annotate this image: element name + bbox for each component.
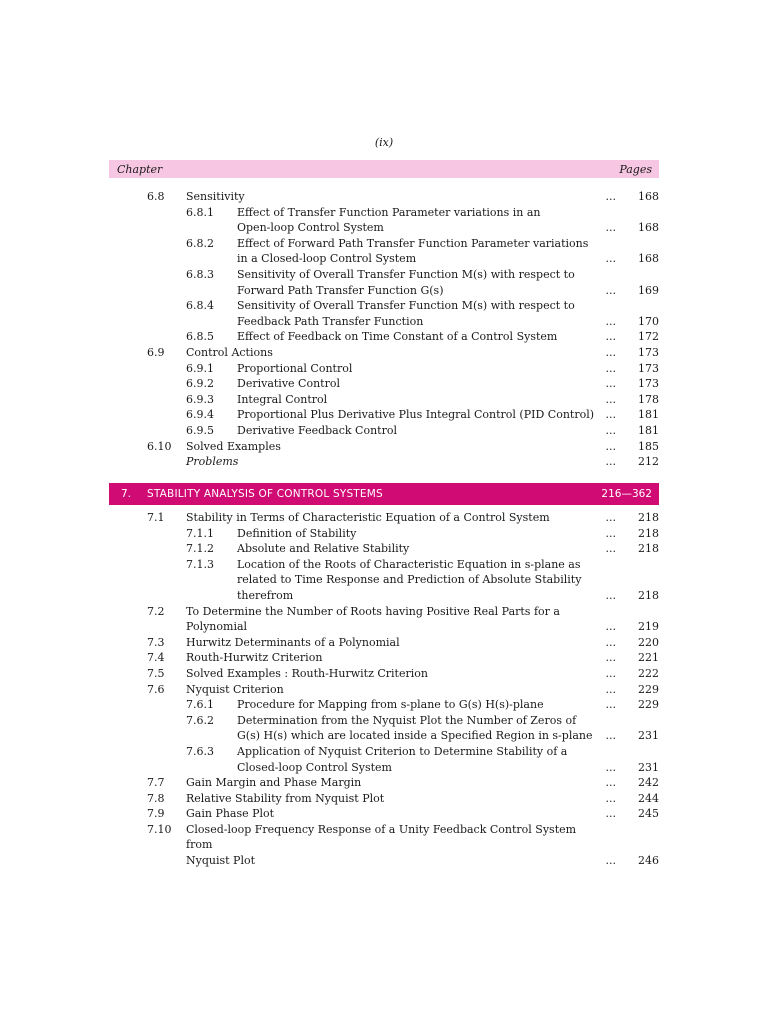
toc-entry-number: 6.10 xyxy=(147,439,172,453)
toc-entry xyxy=(109,650,659,666)
toc-entry-title xyxy=(186,682,596,698)
toc-leader-dots: ... xyxy=(605,682,616,696)
roman-page-number: (ix) xyxy=(374,136,394,149)
toc-entry xyxy=(109,345,659,361)
toc-entry-title xyxy=(186,189,596,205)
toc-entry-title-line: G(s) H(s) which are located inside a Specified Region in s-plane xyxy=(237,729,593,743)
toc-entry-title-line: Closed-loop Control System xyxy=(237,760,392,774)
toc-leader-dots: ... xyxy=(605,283,616,297)
toc-entry-page: 185 xyxy=(638,439,659,453)
toc-entry-number: 7.2 xyxy=(147,604,165,618)
toc-entry-page: 181 xyxy=(638,423,659,437)
toc-entry-title-line: Stability in Terms of Characteristic Equation of a Control System xyxy=(186,511,550,524)
toc-entry-page: 181 xyxy=(638,408,659,422)
toc-entry-page: 220 xyxy=(638,635,659,649)
toc-entry xyxy=(109,407,659,423)
toc-entry xyxy=(109,376,659,392)
toc-entry xyxy=(109,526,659,542)
toc-leader-dots: ... xyxy=(605,698,616,712)
toc-entry-title xyxy=(237,423,595,439)
toc-entry-title xyxy=(237,205,595,236)
chapter-title: STABILITY ANALYSIS OF CONTROL SYSTEMS xyxy=(147,488,383,500)
toc-entry-number: 7.3 xyxy=(147,635,165,649)
toc-entry-title-line: related to Time Response and Prediction of Absolute Stability xyxy=(237,573,582,587)
toc-entry-title-line: Nyquist Plot xyxy=(186,854,256,868)
toc-entry-title xyxy=(237,407,595,423)
toc-leader-dots: ... xyxy=(605,361,616,375)
toc-leader-dots: ... xyxy=(605,542,616,556)
toc-entry-title xyxy=(186,454,596,470)
toc-entry xyxy=(109,682,659,698)
toc-entry-page: 246 xyxy=(638,854,659,868)
toc-entry-number: 6.8.4 xyxy=(186,299,214,313)
toc-entry-page: 170 xyxy=(638,314,659,328)
toc-entry-number: 6.9.2 xyxy=(186,377,214,391)
toc-leader-dots: ... xyxy=(605,729,616,743)
toc-leader-dots: ... xyxy=(605,408,616,422)
toc-entry-title xyxy=(186,604,596,635)
toc-entry-page: 168 xyxy=(638,252,659,266)
toc-entry-title-line: Sensitivity xyxy=(186,190,245,203)
toc-entry xyxy=(109,541,659,557)
toc-entry-number: 7.6 xyxy=(147,682,165,696)
toc-entry xyxy=(109,635,659,651)
toc-leader-dots: ... xyxy=(605,635,616,649)
toc-leader-dots: ... xyxy=(605,666,616,680)
toc-entry xyxy=(109,439,659,455)
toc-entry-page: 222 xyxy=(638,666,659,680)
toc-leader-dots: ... xyxy=(605,455,616,469)
toc-entry xyxy=(109,775,659,791)
toc-entry xyxy=(109,298,659,329)
toc-leader-dots: ... xyxy=(605,392,616,406)
toc-leader-dots: ... xyxy=(605,221,616,235)
toc-section-chapter-6 xyxy=(109,189,659,470)
toc-entry-title-line: Sensitivity of Overall Transfer Function M(s) with respect to xyxy=(237,267,575,281)
toc-entry-title-line: Derivative Feedback Control xyxy=(237,423,397,437)
column-header-band xyxy=(109,160,659,178)
toc-entry-title-line: Control Actions xyxy=(186,345,273,359)
toc-entry-title xyxy=(237,376,595,392)
toc-entry-title-line: Effect of Feedback on Time Constant of a Control System xyxy=(237,330,558,344)
toc-leader-dots: ... xyxy=(605,439,616,453)
toc-entry-title xyxy=(186,650,596,666)
toc-entry-number: 6.9 xyxy=(147,345,165,359)
toc-entry-title-line: Solved Examples xyxy=(186,439,281,453)
toc-entry-number: 7.1 xyxy=(147,511,165,524)
toc-entry-number: 7.5 xyxy=(147,666,165,680)
toc-entry-page: 242 xyxy=(638,776,659,790)
toc-entry-title-line: Hurwitz Determinants of a Polynomial xyxy=(186,635,400,649)
toc-entry xyxy=(109,423,659,439)
toc-entry-title xyxy=(237,267,595,298)
toc-entry-number: 6.9.1 xyxy=(186,361,214,375)
toc-entry-page: 218 xyxy=(638,542,659,556)
toc-leader-dots: ... xyxy=(605,314,616,328)
toc-entry-title xyxy=(186,439,596,455)
toc-entry xyxy=(109,806,659,822)
toc-entry xyxy=(109,822,659,869)
toc-entry-title-line: Effect of Forward Path Transfer Function Parameter variations xyxy=(237,236,589,250)
toc-entry-title-line: Nyquist Criterion xyxy=(186,682,284,696)
toc-entry-number: 7.6.2 xyxy=(186,713,214,727)
chapter-column-label: Chapter xyxy=(117,162,163,176)
toc-entry-title xyxy=(186,635,596,651)
toc-entry-page: 218 xyxy=(638,511,659,524)
toc-entry-title xyxy=(237,744,595,775)
toc-entry-title-line: Relative Stability from Nyquist Plot xyxy=(186,791,385,805)
toc-entry-title xyxy=(237,361,595,377)
toc-leader-dots: ... xyxy=(605,588,616,602)
toc-entry-number: 7.6.1 xyxy=(186,698,214,712)
toc-entry-number: 7.1.3 xyxy=(186,557,214,571)
toc-entry-title-line: Gain Margin and Phase Margin xyxy=(186,776,362,790)
toc-entry-title xyxy=(186,666,596,682)
toc-entry-page: 221 xyxy=(638,651,659,665)
toc-entry-page: 173 xyxy=(638,361,659,375)
toc-entry-number: 7.8 xyxy=(147,791,165,805)
toc-entry-title-line: Definition of Stability xyxy=(237,526,357,540)
toc-leader-dots: ... xyxy=(605,377,616,391)
toc-entry-title-line: Solved Examples : Routh-Hurwitz Criterion xyxy=(186,666,428,680)
toc-entry xyxy=(109,604,659,635)
toc-leader-dots: ... xyxy=(605,620,616,634)
toc-entry-title-line: Absolute and Relative Stability xyxy=(237,542,410,556)
toc-entry xyxy=(109,454,659,470)
toc-entry xyxy=(109,713,659,744)
toc-entry-page: 231 xyxy=(638,729,659,743)
toc-entry-page: 231 xyxy=(638,760,659,774)
pages-column-label: Pages xyxy=(619,162,652,176)
toc-leader-dots: ... xyxy=(605,423,616,437)
toc-entry-title-line: Proportional Plus Derivative Plus Integral Control (PID Control) xyxy=(237,408,595,422)
toc-entry-title-line: Application of Nyquist Criterion to Determine Stability of a xyxy=(237,744,568,758)
toc-entry-title-line: Polynomial xyxy=(186,620,248,634)
toc-entry-number: 6.8.3 xyxy=(186,267,214,281)
toc-entry-page: 218 xyxy=(638,526,659,540)
toc-entry-title xyxy=(237,713,595,744)
toc-entry xyxy=(109,744,659,775)
toc-entry-number: 6.8.5 xyxy=(186,330,214,344)
toc-entry-title xyxy=(186,822,596,869)
toc-entry-number: 7.1.1 xyxy=(186,526,214,540)
toc-leader-dots: ... xyxy=(605,854,616,868)
chapter-number: 7. xyxy=(121,488,132,500)
toc-leader-dots: ... xyxy=(605,526,616,540)
toc-leader-dots: ... xyxy=(605,760,616,774)
toc-entry-number: 6.8.2 xyxy=(186,236,214,250)
toc-entry-number: 7.1.2 xyxy=(186,542,214,556)
toc-entry xyxy=(109,361,659,377)
toc-entry xyxy=(109,329,659,345)
toc-entry xyxy=(109,510,659,526)
toc-entry xyxy=(109,392,659,408)
toc-entry-title-line: Feedback Path Transfer Function xyxy=(237,314,424,328)
toc-entry-title xyxy=(237,526,595,542)
toc-entry-title-line: Forward Path Transfer Function G(s) xyxy=(237,283,444,297)
toc-entry-page: 169 xyxy=(638,283,659,297)
toc-entry-page: 229 xyxy=(638,698,659,712)
toc-entry xyxy=(109,666,659,682)
toc-entry xyxy=(109,557,659,604)
toc-entry-title-line: Determination from the Nyquist Plot the Number of Zeros of xyxy=(237,713,577,727)
toc-entry-number: 7.6.3 xyxy=(186,744,214,758)
toc-entry-page: 244 xyxy=(638,791,659,805)
toc-entry-page: 178 xyxy=(638,392,659,406)
toc-entry-number: 6.9.3 xyxy=(186,392,214,406)
toc-entry-number: 7.7 xyxy=(147,776,165,790)
toc-leader-dots: ... xyxy=(605,651,616,665)
toc-entry-title xyxy=(237,236,595,267)
toc-entry-title xyxy=(237,329,595,345)
toc-entry-title xyxy=(237,557,595,604)
toc-entry-title-line: To Determine the Number of Roots having Positive Real Parts for a xyxy=(186,604,560,618)
toc-leader-dots: ... xyxy=(605,791,616,805)
toc-entry-number: 6.8 xyxy=(147,190,165,203)
toc-entry-number: 7.4 xyxy=(147,651,165,665)
toc-entry-title-line: Derivative Control xyxy=(237,377,340,391)
toc-entry-number: 7.10 xyxy=(147,822,172,836)
toc-entry-title-line: Open-loop Control System xyxy=(237,221,384,235)
toc-entry-title-line: Proportional Control xyxy=(237,361,353,375)
toc-entry xyxy=(109,697,659,713)
toc-entry-number: 7.9 xyxy=(147,807,165,821)
toc-entry-title-line: Sensitivity of Overall Transfer Function M(s) with respect to xyxy=(237,299,575,313)
toc-entry-page: 218 xyxy=(638,588,659,602)
toc-entry xyxy=(109,189,659,205)
toc-entry-number: 6.9.4 xyxy=(186,408,214,422)
toc-entry-title-line: Integral Control xyxy=(237,392,328,406)
toc-entry-title xyxy=(237,298,595,329)
toc-entry-title xyxy=(186,510,596,526)
toc-leader-dots: ... xyxy=(605,190,616,203)
toc-entry-page: 173 xyxy=(638,377,659,391)
toc-entry-title-line: Location of the Roots of Characteristic Equation in s-plane as xyxy=(237,557,581,571)
chapter-heading-bar xyxy=(109,483,659,505)
toc-entry-title xyxy=(237,541,595,557)
toc-entry-title xyxy=(186,345,596,361)
toc-entry-number: 6.8.1 xyxy=(186,205,214,219)
toc-entry-title-line: Effect of Transfer Function Parameter variations in an xyxy=(237,205,541,219)
toc-entry-title-line: Problems xyxy=(186,455,239,469)
toc-entry-page: 172 xyxy=(638,330,659,344)
toc-entry xyxy=(109,236,659,267)
toc-section-chapter-7 xyxy=(109,510,659,869)
chapter-page-range: 216—362 xyxy=(601,488,652,500)
toc-entry xyxy=(109,267,659,298)
toc-entry xyxy=(109,205,659,236)
toc-leader-dots: ... xyxy=(605,511,616,524)
toc-entry-page: 229 xyxy=(638,682,659,696)
toc-entry-page: 168 xyxy=(638,221,659,235)
toc-entry-title-line: Procedure for Mapping from s-plane to G(s) H(s)-plane xyxy=(237,698,544,712)
toc-entry-title xyxy=(186,791,596,807)
toc-leader-dots: ... xyxy=(605,345,616,359)
toc-entry-title xyxy=(186,775,596,791)
toc-entry-number: 6.9.5 xyxy=(186,423,214,437)
toc-entry-title-line: Gain Phase Plot xyxy=(186,807,275,821)
toc-leader-dots: ... xyxy=(605,807,616,821)
toc-entry-page: 173 xyxy=(638,345,659,359)
toc-entry-page: 168 xyxy=(638,190,659,203)
toc-entry-title-line: Closed-loop Frequency Response of a Unity Feedback Control System from xyxy=(186,822,577,852)
toc-entry-page: 245 xyxy=(638,807,659,821)
toc-leader-dots: ... xyxy=(605,776,616,790)
toc-entry-title-line: in a Closed-loop Control System xyxy=(237,252,417,266)
toc-entry xyxy=(109,791,659,807)
toc-leader-dots: ... xyxy=(605,330,616,344)
toc-entry-title xyxy=(237,697,595,713)
toc-entry-title xyxy=(237,392,595,408)
toc-entry-page: 212 xyxy=(638,455,659,469)
toc-entry-page: 219 xyxy=(638,620,659,634)
toc-entry-title xyxy=(186,806,596,822)
toc-entry-title-line: Routh-Hurwitz Criterion xyxy=(186,651,323,665)
toc-entry-title-line: therefrom xyxy=(237,588,294,602)
toc-leader-dots: ... xyxy=(605,252,616,266)
